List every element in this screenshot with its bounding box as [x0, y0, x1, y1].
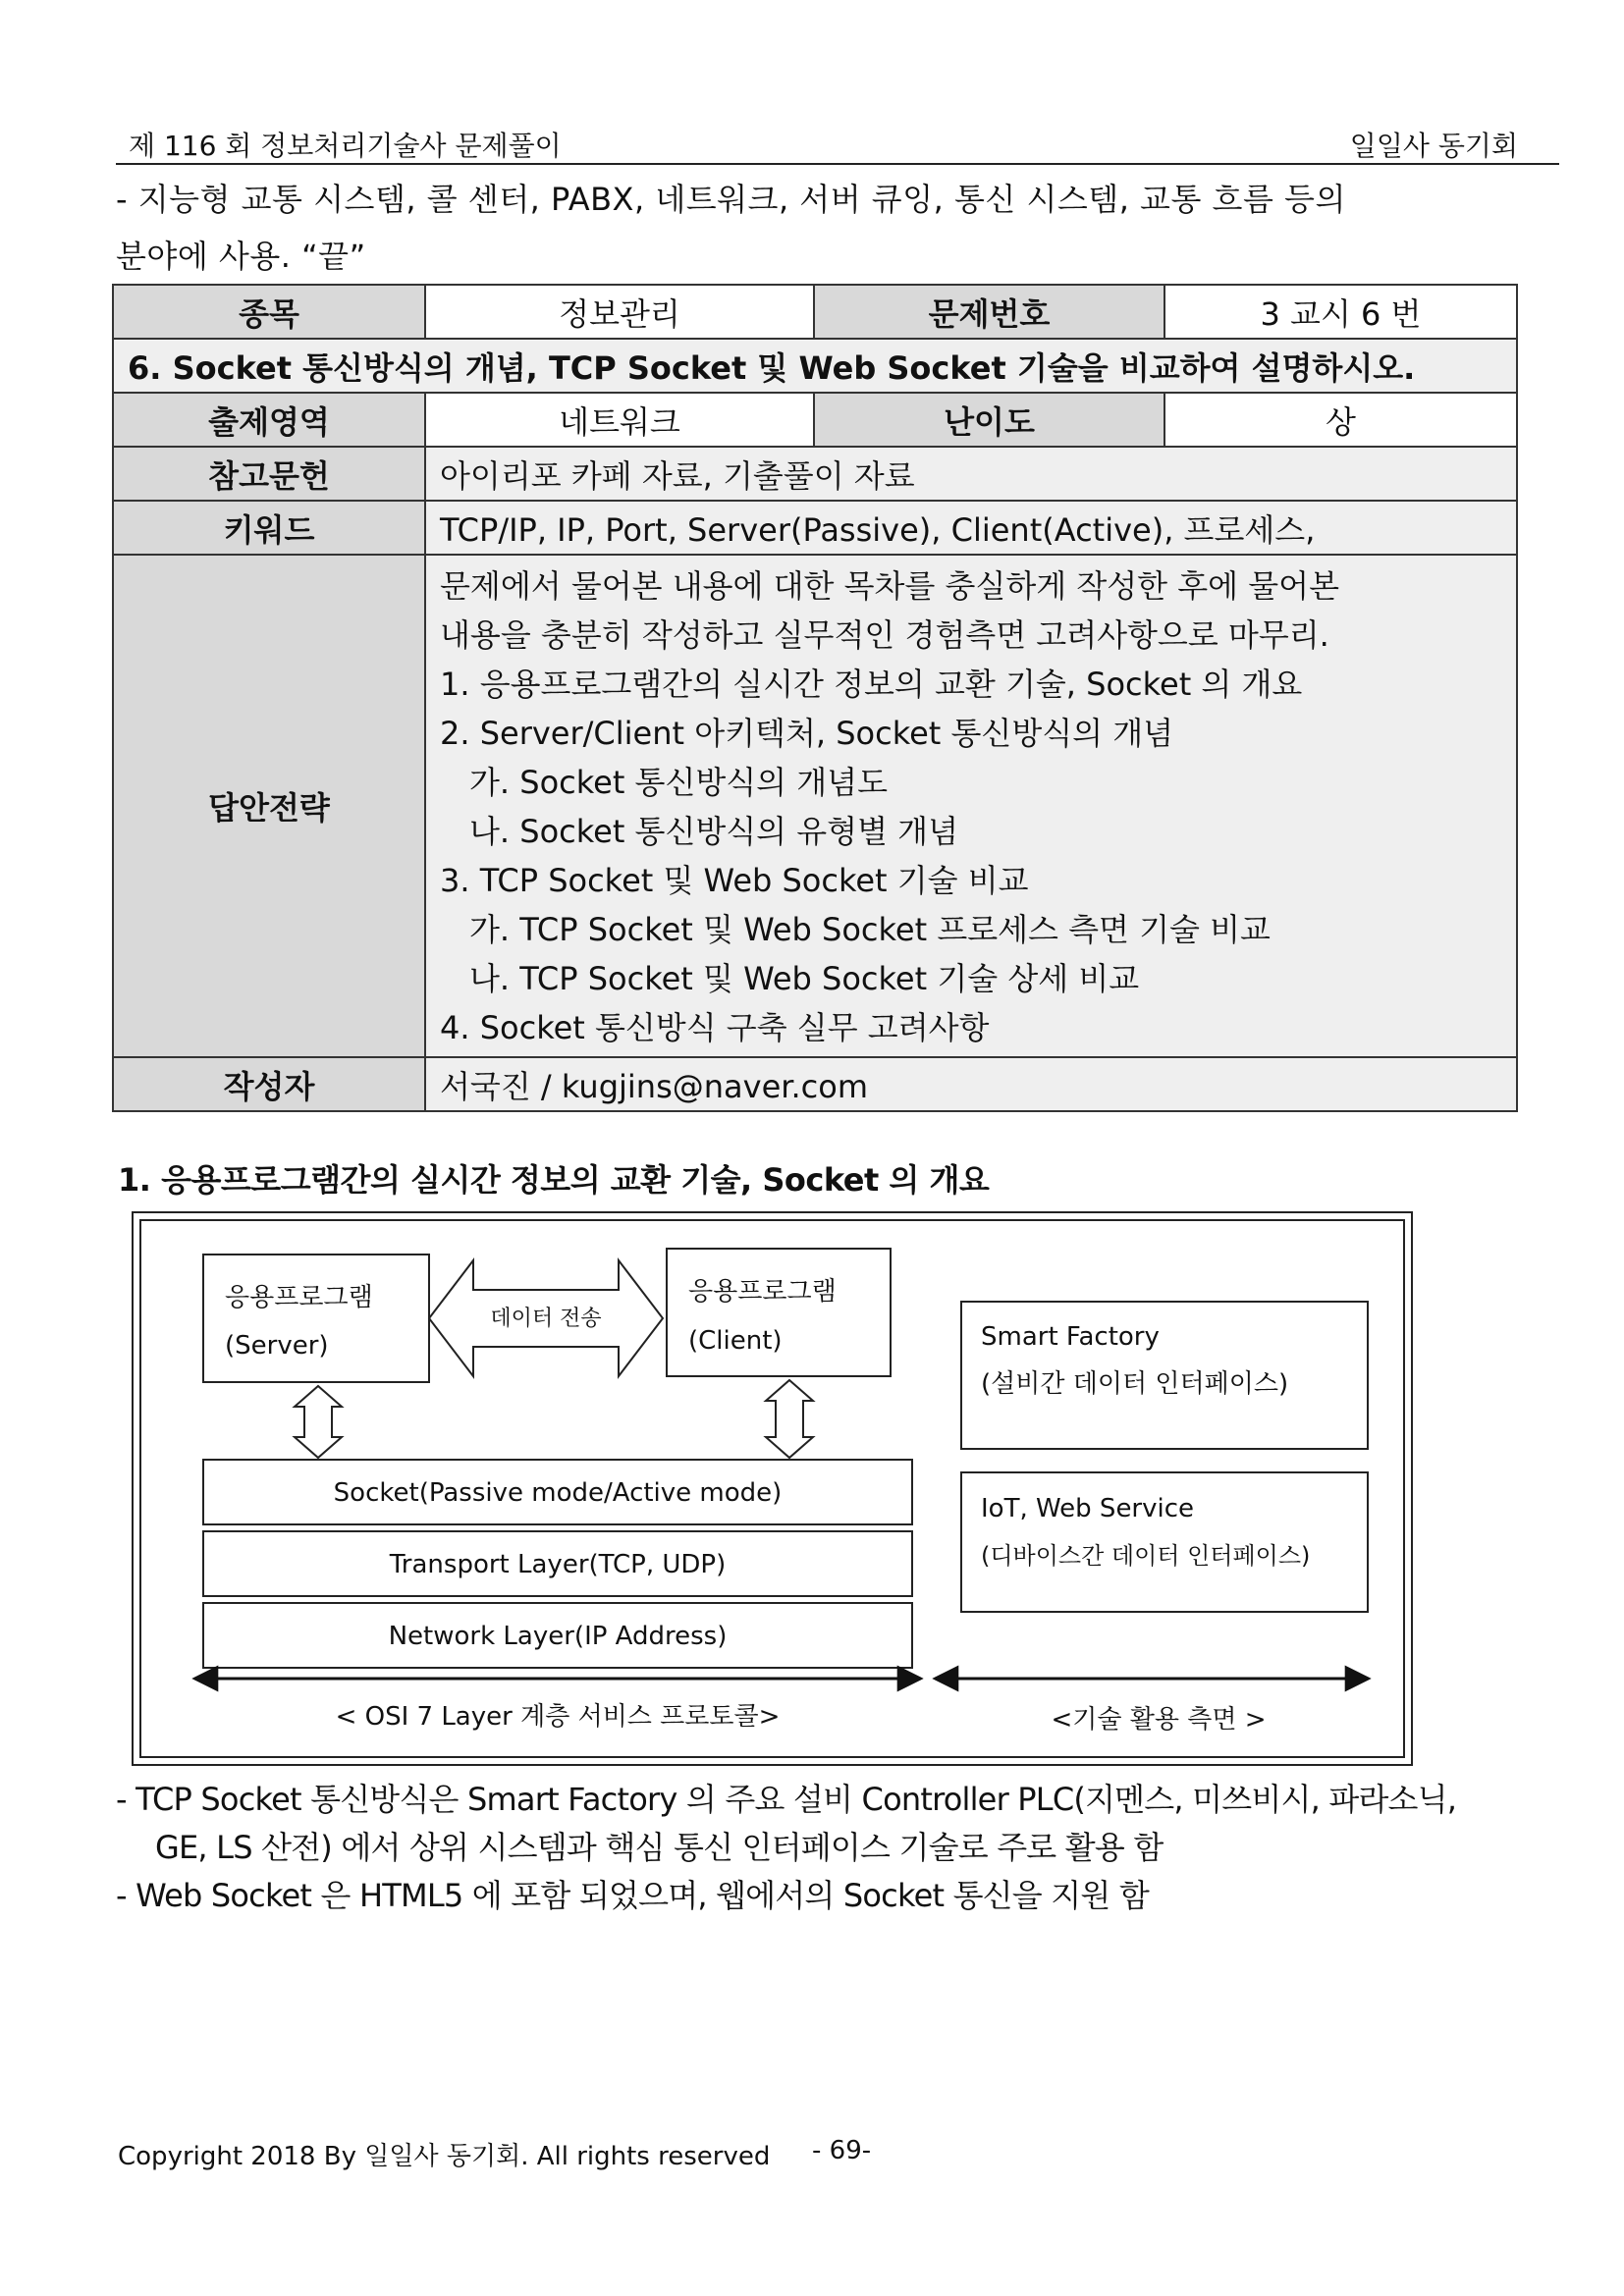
question-number-label: 문제번호	[814, 285, 1164, 339]
network-layer-label: Network Layer(IP Address)	[388, 1622, 728, 1651]
reference-value: 아이리포 카페 자료, 기출풀이 자료	[425, 447, 1517, 501]
bullet-tcp-socket-cont: GE, LS 산전) 에서 상위 시스템과 핵심 통신 인터페이스 기술로 주로 활용 함	[155, 1829, 1164, 1866]
client-role-label: (Client)	[688, 1326, 783, 1356]
strategy-line: 1. 응용프로그램간의 실시간 정보의 교환 기술, Socket 의 개요	[440, 666, 1303, 703]
client-vertical-arrow	[766, 1380, 813, 1458]
question-text: 6. Socket 통신방식의 개념, TCP Socket 및 Web Socket 기술을 비교하여 설명하시오.	[113, 339, 1517, 393]
section-1-title: 1. 응용프로그램간의 실시간 정보의 교환 기술, Socket 의 개요	[118, 1161, 990, 1199]
strategy-row	[113, 555, 1517, 1057]
data-transfer-label: 데이터 전송	[490, 1307, 602, 1331]
subject-value: 정보관리	[425, 285, 814, 339]
server-app-label: 응용프로그램	[225, 1283, 373, 1312]
tech-caption: <기술 활용 측면 >	[1051, 1705, 1267, 1735]
question-row	[113, 339, 1517, 393]
socket-overview-diagram	[132, 1211, 1414, 1767]
strategy-line: 나. TCP Socket 및 Web Socket 기술 상세 비교	[469, 960, 1140, 997]
header-title: 제 116 회 정보처리기술사 문제풀이	[129, 130, 562, 162]
difficulty-label: 난이도	[814, 393, 1164, 447]
client-app-label: 응용프로그램	[688, 1277, 837, 1307]
client-app-box	[667, 1249, 891, 1376]
server-vertical-arrow	[295, 1386, 342, 1458]
bullet-web-socket: - Web Socket 은 HTML5 에 포함 되었으며, 웹에서의 Socket 통신을 지원 함	[116, 1877, 1149, 1914]
strategy-line: 2. Server/Client 아키텍처, Socket 통신방식의 개념	[440, 715, 1174, 752]
area-label: 출제영역	[113, 393, 425, 447]
smart-factory-desc: (설비간 데이터 인터페이스)	[981, 1369, 1289, 1399]
question-number-value: 3 교시 6 번	[1164, 285, 1517, 339]
footer-copyright: Copyright 2018 By 일일사 동기회. All rights reserved	[118, 2142, 771, 2171]
socket-layer-label: Socket(Passive mode/Active mode)	[333, 1478, 783, 1508]
smart-factory-title: Smart Factory	[981, 1322, 1160, 1352]
subject-label: 종목	[113, 285, 425, 339]
reference-row	[113, 447, 1517, 501]
page-number: - 69-	[812, 2136, 872, 2165]
strategy-line: 가. Socket 통신방식의 개념도	[469, 764, 889, 801]
keyword-value: TCP/IP, IP, Port, Server(Passive), Client(Active), 프로세스,	[425, 501, 1517, 555]
osi-caption: < OSI 7 Layer 계층 서비스 프로토콜>	[335, 1702, 781, 1732]
strategy-line: 4. Socket 통신방식 구축 실무 고려사항	[440, 1009, 990, 1046]
area-row	[113, 393, 1517, 447]
strategy-line: 3. TCP Socket 및 Web Socket 기술 비교	[440, 862, 1029, 899]
author-value: 서국진 / kugjins@naver.com	[425, 1057, 1517, 1111]
transport-layer-label: Transport Layer(TCP, UDP)	[389, 1550, 727, 1579]
iot-title: IoT, Web Service	[981, 1494, 1195, 1523]
keyword-row	[113, 501, 1517, 555]
strategy-line: 가. TCP Socket 및 Web Socket 프로세스 측면 기술 비교	[469, 911, 1271, 948]
header-org: 일일사 동기회	[1349, 130, 1518, 162]
strategy-line: 내용을 충분히 작성하고 실무적인 경험측면 고려사항으로 마무리.	[440, 616, 1329, 654]
strategy-line: 나. Socket 통신방식의 유형별 개념	[469, 813, 959, 850]
subject-row	[113, 285, 1517, 339]
strategy-content	[425, 555, 1517, 1057]
intro-line-1: - 지능형 교통 시스템, 콜 센터, PABX, 네트워크, 서버 큐잉, 통신 시스템, 교통 흐름 등의	[116, 181, 1346, 218]
intro-line-2: 분야에 사용. “끝”	[116, 238, 366, 275]
server-app-box	[203, 1255, 429, 1382]
reference-label: 참고문헌	[113, 447, 425, 501]
area-value: 네트워크	[425, 393, 814, 447]
author-row	[113, 1057, 1517, 1111]
difficulty-value: 상	[1164, 393, 1517, 447]
iot-desc: (디바이스간 데이터 인터페이스)	[981, 1542, 1311, 1570]
author-label: 작성자	[113, 1057, 425, 1111]
bullet-tcp-socket: - TCP Socket 통신방식은 Smart Factory 의 주요 설비 Controller PLC(지멘스, 미쓰비시, 파라소닉,	[116, 1781, 1457, 1818]
question-info-table	[112, 284, 1518, 1112]
keyword-label: 키워드	[113, 501, 425, 555]
strategy-line: 문제에서 물어본 내용에 대한 목차를 충실하게 작성한 후에 물어본	[440, 567, 1340, 605]
strategy-label: 답안전략	[113, 555, 425, 1057]
server-role-label: (Server)	[225, 1331, 329, 1361]
header-divider	[116, 163, 1559, 165]
